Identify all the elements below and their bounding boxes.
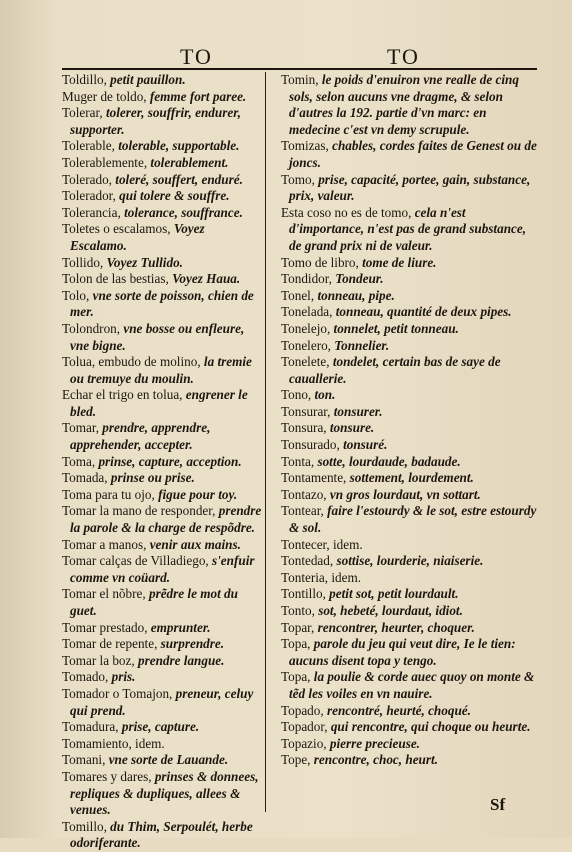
headword: Tope,: [281, 752, 311, 768]
translation: surprendre.: [160, 636, 225, 652]
headword: Toma,: [62, 453, 96, 469]
headword: Tonto,: [281, 603, 315, 618]
translation: la poulie & corde auec quoy on monte & tẽd les voiles en vn nauire.: [289, 669, 535, 701]
dictionary-entry: [281, 255, 537, 272]
headword: Tolerancia,: [62, 204, 121, 220]
headword: Tondidor,: [281, 271, 332, 287]
translation: Tonnelier.: [334, 337, 390, 353]
dictionary-entry: [281, 586, 537, 603]
headword: Tonelada,: [281, 304, 333, 320]
headword: Tonel,: [281, 287, 315, 303]
translation: ton.: [314, 387, 336, 403]
headword: Tonelero,: [281, 337, 331, 353]
headword: Tomar,: [62, 420, 99, 436]
translation: chables, cordes faites de Genest ou de joncs.: [289, 138, 537, 170]
dictionary-entry: [62, 819, 262, 852]
headword: Muger de toldo,: [62, 88, 147, 104]
dictionary-entry: [62, 487, 262, 504]
headword: Tolua, embudo de molino,: [62, 354, 201, 370]
headword: Tontamente,: [281, 470, 347, 486]
dictionary-entry: [62, 736, 262, 753]
headword: Tomar a manos,: [62, 536, 147, 552]
headword: Topazio,: [281, 735, 327, 751]
headword: Tolerable,: [62, 138, 115, 154]
headword: Echar el trigo en tolua,: [62, 387, 183, 403]
translation: s'enfuir comme vn coüard.: [70, 553, 255, 585]
headword: Tonteria, idem.: [281, 569, 362, 585]
translation: tonneau, pipe.: [317, 287, 395, 303]
headword: Tolo,: [62, 287, 90, 303]
headword: Tonelete,: [281, 354, 330, 370]
dictionary-entry: [62, 420, 262, 453]
headword: Tomo de libro,: [281, 254, 359, 270]
dictionary-entry: [281, 454, 537, 471]
translation: vne sorte de poisson, chien de mer.: [70, 287, 254, 320]
translation: venir aux mains.: [149, 536, 241, 552]
translation: vne sorte de Lauande.: [108, 752, 229, 768]
translation: prinse, capture, acception.: [98, 453, 242, 469]
headword: Tollido,: [62, 254, 104, 270]
headword: Toletes o escalamos,: [62, 221, 171, 237]
dictionary-entry: [281, 719, 537, 736]
dictionary-entry: [62, 172, 262, 189]
dictionary-entry: [62, 653, 262, 670]
dictionary-entry: [281, 736, 537, 753]
translation: petit sot, petit lourdault.: [329, 586, 459, 602]
headword: Tontecer, idem.: [281, 536, 363, 552]
dictionary-entry: [62, 288, 262, 321]
translation: tondelet, certain bas de saye de cauallerie.: [289, 354, 501, 386]
headword: Tomador o Tomajon,: [62, 685, 173, 701]
dictionary-entry: [281, 138, 537, 171]
dictionary-entry: [62, 636, 262, 653]
translation: tonsurer.: [333, 403, 383, 419]
headword: Tomin,: [281, 72, 319, 87]
headword: Tolerado,: [62, 171, 112, 187]
translation: tonsure.: [329, 420, 375, 436]
dictionary-entry: [281, 636, 537, 669]
dictionary-entry: [62, 321, 262, 354]
dictionary-entry: [281, 420, 537, 437]
translation: tolerablement.: [150, 154, 229, 170]
signature-mark: Sf: [490, 795, 506, 814]
translation: qui tolere & souffre.: [119, 188, 230, 204]
headword: Tomamiento, idem.: [62, 735, 165, 751]
headword: Topador,: [281, 719, 328, 735]
translation: pris.: [111, 669, 136, 685]
headword: Tomar de repente,: [62, 636, 158, 652]
dictionary-entry: [281, 271, 537, 288]
dictionary-entry: [62, 105, 262, 138]
translation: tolerer, souffrir, endurer, supporter.: [70, 105, 241, 137]
translation: petit pauillon.: [110, 72, 186, 87]
translation: Voyez Escalamo.: [70, 221, 205, 253]
dictionary-entry: [62, 553, 262, 586]
dictionary-entry: [62, 188, 262, 205]
dictionary-entry: [281, 603, 537, 620]
dictionary-entry: [62, 255, 262, 272]
translation: rencontré, heurté, choqué.: [326, 702, 471, 718]
headword: Tomar la mano de responder,: [62, 503, 216, 519]
translation: prendre, apprendre, apprehender, accepter.: [70, 420, 211, 453]
header-left: TO: [180, 44, 213, 69]
dictionary-entry: [62, 686, 262, 719]
translation: tonsuré.: [343, 437, 388, 453]
headword: Tomizas,: [281, 138, 329, 154]
translation: prinse ou prise.: [110, 470, 195, 486]
headword: Tonelejo,: [281, 320, 331, 336]
dictionary-entry: [281, 205, 537, 255]
headword: Tomar calças de Villadiego,: [62, 553, 209, 569]
headword: Topar,: [281, 619, 315, 635]
running-header: [62, 44, 537, 69]
translation: le poids d'enuiron vne realle de cinq sols, selon aucuns vne dragme, & selon d'autres la 192. partie d'vn marc: en medecine c'est vn demy scrupule.: [289, 72, 519, 137]
translation: qui rencontre, qui choque ou heurte.: [330, 719, 531, 735]
translation: parole du jeu qui veut dire, Ie le tien: aucuns disent topa y tengo.: [289, 636, 516, 668]
translation: la tremie ou tremuye du moulin.: [70, 354, 252, 386]
translation: engrener le bled.: [70, 387, 248, 419]
dictionary-entry: [62, 221, 262, 254]
dictionary-entry: [62, 537, 262, 554]
dictionary-entry: [62, 155, 262, 172]
headword: Tomar el nõbre,: [62, 586, 146, 602]
headword: Tolerador,: [62, 188, 116, 204]
dictionary-entry: [62, 72, 262, 89]
translation: Voyez Tullido.: [106, 254, 183, 270]
headword: Topa,: [281, 669, 311, 685]
dictionary-entry: [281, 470, 537, 487]
dictionary-entry: [62, 387, 262, 420]
headword: Tolerar,: [62, 105, 103, 121]
translation: tolerance, souffrance.: [124, 204, 243, 220]
headword: Tolon de las bestias,: [62, 271, 169, 287]
dictionary-entry: [281, 354, 537, 387]
dictionary-entry: [281, 537, 537, 554]
headword: Tomado,: [62, 669, 109, 685]
translation: figue pour toy.: [158, 486, 238, 502]
translation: sotte, lourdaude, badaude.: [317, 453, 461, 469]
dictionary-entry: [281, 321, 537, 338]
dictionary-entry: [281, 172, 537, 205]
dictionary-entry: [62, 586, 262, 619]
dictionary-entry: [62, 669, 262, 686]
dictionary-entry: [62, 205, 262, 222]
translation: tonneau, quantité de deux pipes.: [335, 304, 512, 320]
headword: Tonsurado,: [281, 437, 340, 453]
translation: emprunter.: [150, 619, 211, 635]
translation: vne bosse ou enfleure, vne bigne.: [70, 320, 245, 353]
translation: sot, hebeté, lourdaut, idiot.: [318, 603, 463, 618]
translation: prendre langue.: [137, 652, 225, 668]
translation: toleré, souffert, enduré.: [115, 171, 243, 187]
translation: faire l'estourdy & le sot, estre estourdy & sol.: [289, 503, 537, 536]
dictionary-entry: [281, 338, 537, 355]
translation: sottise, lourderie, niaiserie.: [336, 553, 484, 569]
translation: sottement, lourdement.: [349, 470, 474, 486]
dictionary-entry: [62, 138, 262, 155]
dictionary-entry: [62, 454, 262, 471]
headword: Tonta,: [281, 453, 315, 469]
headword: Toldillo,: [62, 72, 107, 87]
headword: Topado,: [281, 702, 324, 718]
headword: Tono,: [281, 387, 312, 403]
dictionary-entry: [62, 271, 262, 288]
translation: prise, capacité, portee, gain, substance, prix, valeur.: [289, 171, 531, 204]
headword: Tolerablemente,: [62, 154, 148, 170]
headword: Tontillo,: [281, 586, 326, 602]
translation: cela n'est d'importance, n'est pas de grand substance, de grand prix ni de valeur.: [289, 204, 527, 253]
translation: tonnelet, petit tonneau.: [333, 320, 459, 336]
dictionary-entry: [281, 437, 537, 454]
dictionary-entry: [281, 620, 537, 637]
translation: Tondeur.: [335, 271, 384, 287]
dictionary-entry: [281, 553, 537, 570]
headword: Toma para tu ojo,: [62, 486, 155, 502]
dictionary-entry: [281, 404, 537, 421]
left-column: [62, 72, 262, 852]
translation: Voyez Haua.: [172, 271, 241, 287]
headword: Tonsurar,: [281, 403, 331, 419]
translation: prendre la parole & la charge de respõdre.: [70, 503, 262, 536]
column-divider: [265, 72, 266, 812]
dictionary-entry: [62, 719, 262, 736]
translation: prise, capture.: [121, 719, 200, 735]
translation: prẽdre le mot du guet.: [70, 586, 238, 618]
dictionary-entry: [281, 487, 537, 504]
header-rule: [62, 68, 537, 70]
headword: Tontazo,: [281, 486, 327, 502]
headword: Tontear,: [281, 503, 324, 519]
dictionary-entry: [62, 752, 262, 769]
dictionary-entry: [281, 72, 537, 138]
headword: Tomar la boz,: [62, 652, 135, 668]
dictionary-entry: [281, 570, 537, 587]
dictionary-entry: [62, 89, 262, 106]
dictionary-entry: [281, 503, 537, 536]
dictionary-entry: [281, 387, 537, 404]
dictionary-entry: [281, 703, 537, 720]
translation: prinses & donnees, repliques & dupliques, allees & venues.: [70, 768, 259, 818]
dictionary-entry: [62, 354, 262, 387]
headword: Tomares y dares,: [62, 768, 152, 784]
dictionary-entry: [62, 470, 262, 487]
headword: Esta coso no es de tomo,: [281, 204, 412, 220]
translation: du Thim, Serpoulét, herbe odoriferante.: [70, 818, 253, 851]
translation: pierre precieuse.: [329, 735, 420, 751]
headword: Tomada,: [62, 470, 108, 486]
translation: rencontre, choc, heurt.: [313, 752, 438, 768]
headword: Tomillo,: [62, 818, 107, 834]
dictionary-entry: [281, 304, 537, 321]
translation: vn gros lourdaut, vn sottart.: [329, 486, 481, 502]
dictionary-entry: [281, 669, 537, 702]
translation: tolerable, supportable.: [118, 138, 240, 154]
headword: Tolondron,: [62, 320, 121, 336]
headword: Tontedad,: [281, 553, 334, 569]
translation: femme fort paree.: [149, 88, 247, 104]
translation: tome de liure.: [362, 254, 437, 270]
dictionary-entry: [281, 288, 537, 305]
headword: Tomar prestado,: [62, 619, 148, 635]
dictionary-entry: [281, 752, 537, 769]
header-right: TO: [387, 44, 420, 69]
headword: Tonsura,: [281, 420, 327, 436]
translation: rencontrer, heurter, choquer.: [317, 619, 475, 635]
headword: Topa,: [281, 636, 311, 652]
dictionary-entry: [62, 503, 262, 536]
dictionary-entry: [62, 620, 262, 637]
translation: preneur, celuy qui prend.: [70, 685, 254, 718]
dictionary-entry: [62, 769, 262, 819]
headword: Tomo,: [281, 171, 315, 187]
headword: Tomadura,: [62, 719, 119, 735]
headword: Tomani,: [62, 752, 106, 768]
right-column: [281, 72, 537, 769]
